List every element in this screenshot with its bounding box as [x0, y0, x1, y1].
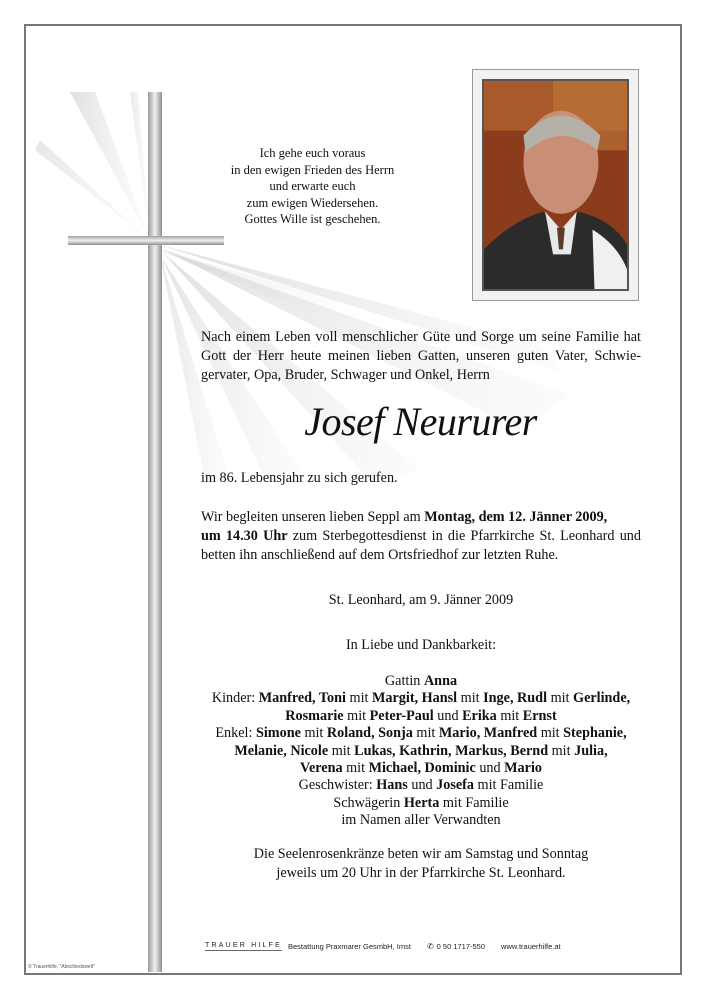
age-text: im 86. Lebensjahr zu sich gerufen.: [201, 470, 398, 486]
quote-line: in den ewigen Frieden des Herrn: [230, 162, 395, 177]
trauerhilfe-logo: TRAUER HILFE: [205, 941, 282, 949]
family-enkel-cont: Verena mit Michael, Dominic und Mario: [300, 760, 542, 777]
cross-horizontal: [68, 236, 224, 245]
family-kinder: Kinder: Manfred, Toni mit Margit, Hansl mit Inge, Rudl mit Gerlinde,: [211, 690, 631, 707]
quote-line: zum ewigen Wiedersehen.: [246, 195, 379, 210]
thanks-heading: In Liebe und Dankbarkeit:: [345, 637, 497, 653]
phone-icon: ✆: [426, 941, 434, 951]
family-wife: Gattin Anna: [384, 673, 458, 689]
copyright: © Trauerhilfe, "Abschiedswelt": [28, 964, 95, 970]
bible-quote: [200, 145, 425, 228]
cross-vertical: [148, 92, 162, 972]
portrait-photo: [472, 69, 639, 301]
funeral-date: Montag, dem 12. Jänner 2009,: [424, 509, 608, 525]
family-enkel-cont: Melanie, Nicole mit Lukas, Kathrin, Markus, Bernd mit Julia,: [234, 742, 608, 759]
intro-text: Nach einem Leben voll menschlicher Güte und Sorge um seine Familie hat Gott der Herr heute meinen lieben Gatten, unseren guten Vater, Schwie-gervater, Opa, Bruder, Schwager und Onkel, Herrn: [201, 329, 641, 383]
place-date: St. Leonhard, am 9. Jänner 2009: [328, 592, 514, 608]
rosary-line: jeweils um 20 Uhr in der Pfarrkirche St. Leonhard.: [276, 864, 566, 881]
funeral-time: um 14.30 Uhr: [201, 528, 288, 544]
rosary-info: [201, 845, 641, 882]
deceased-name: Josef Neururer: [304, 399, 537, 444]
funeral-info: [201, 508, 641, 565]
family-enkel: Enkel: Simone mit Roland, Sonja mit Mario, Manfred mit Stephanie,: [215, 725, 627, 742]
website[interactable]: www.trauerhilfe.at: [501, 941, 561, 951]
phone-number: 0 50 1717-550: [436, 941, 486, 951]
quote-line: Gottes Wille ist geschehen.: [244, 212, 381, 226]
funeral-text: Wir begleiten unseren lieben Seppl am: [201, 509, 425, 525]
footer: [205, 938, 561, 954]
quote-line: und erwarte euch: [269, 179, 356, 193]
ray: [158, 250, 340, 320]
rosary-line: Die Seelenrosenkränze beten wir am Samstag und Sonntag: [253, 846, 589, 862]
funeral-text: zum Sterbegottesdienst in die Pfarrkirche St. Leonhard und betten ihn anschließend auf dem Ortsfriedhof zur letzten Ruhe.: [201, 528, 641, 563]
ray: [35, 140, 150, 240]
family-relatives: im Namen aller Verwandten: [341, 812, 501, 829]
family-geschwister: Geschwister: Hans und Josefa mit Familie: [298, 777, 544, 794]
portrait-image: [482, 79, 629, 291]
company-name: Bestattung Praxmarer GesmbH, Imst: [287, 941, 411, 951]
quote-line: Ich gehe euch voraus: [259, 146, 366, 160]
family-list: [190, 673, 652, 830]
family-kinder-cont: Rosmarie mit Peter-Paul und Erika mit Ernst: [285, 707, 557, 724]
family-schwaegerin: Schwägerin Herta mit Familie: [333, 794, 509, 811]
